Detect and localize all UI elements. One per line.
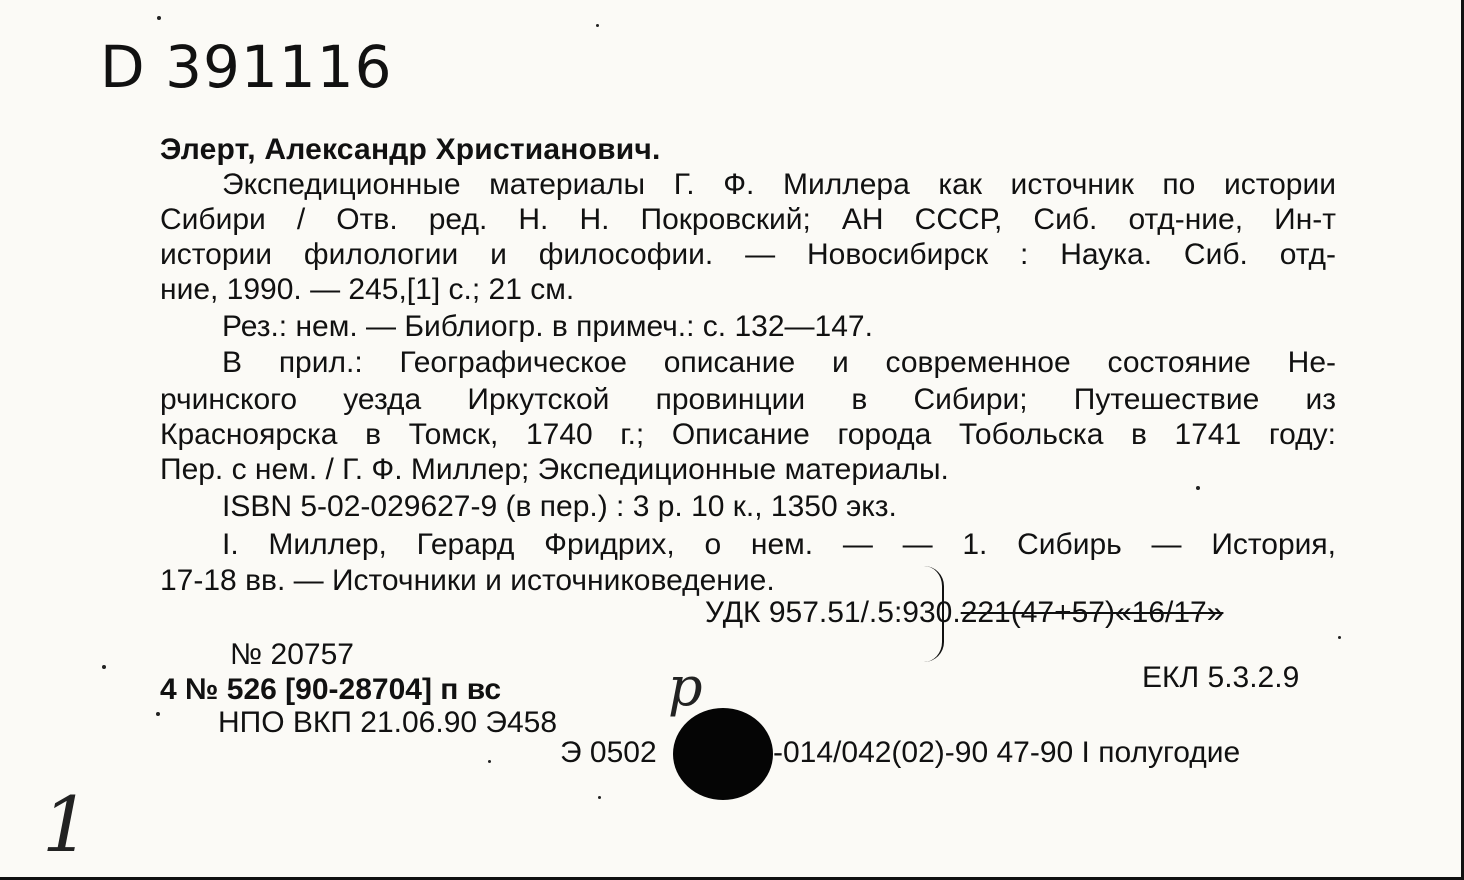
handwritten-p: р bbox=[668, 655, 703, 718]
speck bbox=[596, 24, 599, 27]
udk-prefix: УДК 957.51/.5:930. bbox=[705, 596, 961, 629]
speck bbox=[1196, 486, 1200, 490]
record-number: № 20757 bbox=[230, 638, 354, 671]
notes-line: Рез.: нем. — Библиогр. в примеч.: с. 132—147. bbox=[222, 310, 873, 343]
title-line-3: истории филологии и философии. — Новосибирск : Наука. Сиб. отд- bbox=[160, 238, 1336, 271]
speck bbox=[488, 760, 491, 763]
subject-line-2: 17-18 вв. — Источники и источниковедение. bbox=[160, 564, 775, 597]
appendix-line-2: рчинского уезда Иркутской провинции в Сибири; Путешествие из bbox=[160, 383, 1336, 416]
shelfmark: D 391116 bbox=[100, 33, 393, 101]
appendix-line-3: Красноярска в Томск, 1740 г.; Описание города Тобольска в 1741 году: bbox=[160, 418, 1336, 451]
speck bbox=[102, 665, 106, 669]
punch-hole bbox=[673, 708, 773, 800]
title-line-2: Сибири / Отв. ред. Н. Н. Покровский; АН СССР, Сиб. отд-ние, Ин-т bbox=[160, 203, 1336, 236]
speck bbox=[598, 796, 601, 799]
speck bbox=[157, 16, 161, 20]
handwritten-one: 1 bbox=[42, 780, 91, 869]
publisher-line: НПО ВКП 21.06.90 Э458 bbox=[218, 706, 558, 739]
subject-line-1: I. Миллер, Герард Фридрих, о нем. — — 1. Сибирь — История, bbox=[222, 528, 1336, 561]
index-suffix: -014/042(02)-90 47-90 I полугодие bbox=[773, 736, 1241, 769]
order-line: 4 № 526 [90-28704] п вс bbox=[160, 673, 502, 706]
isbn-line: ISBN 5-02-029627-9 (в пер.) : 3 р. 10 к., 1350 экз. bbox=[222, 490, 897, 523]
title-line-4: ние, 1990. — 245,[1] с.; 21 см. bbox=[160, 273, 575, 306]
author-heading: Элерт, Александр Христианович. bbox=[160, 133, 661, 166]
udk-line bbox=[705, 598, 1223, 628]
speck bbox=[156, 712, 160, 716]
udk-struck-part: 221(47+57)«16/17» bbox=[960, 596, 1224, 629]
ekl-code: ЕКЛ 5.3.2.9 bbox=[1142, 661, 1300, 694]
appendix-line-4: Пер. с нем. / Г. Ф. Миллер; Экспедиционные материалы. bbox=[160, 453, 949, 486]
speck bbox=[1338, 636, 1341, 639]
index-prefix: Э 0502 bbox=[560, 736, 657, 769]
title-line-1: Экспедиционные материалы Г. Ф. Миллера как источник по истории bbox=[222, 168, 1336, 201]
appendix-line-1: В прил.: Географическое описание и современное состояние Не- bbox=[222, 346, 1336, 379]
